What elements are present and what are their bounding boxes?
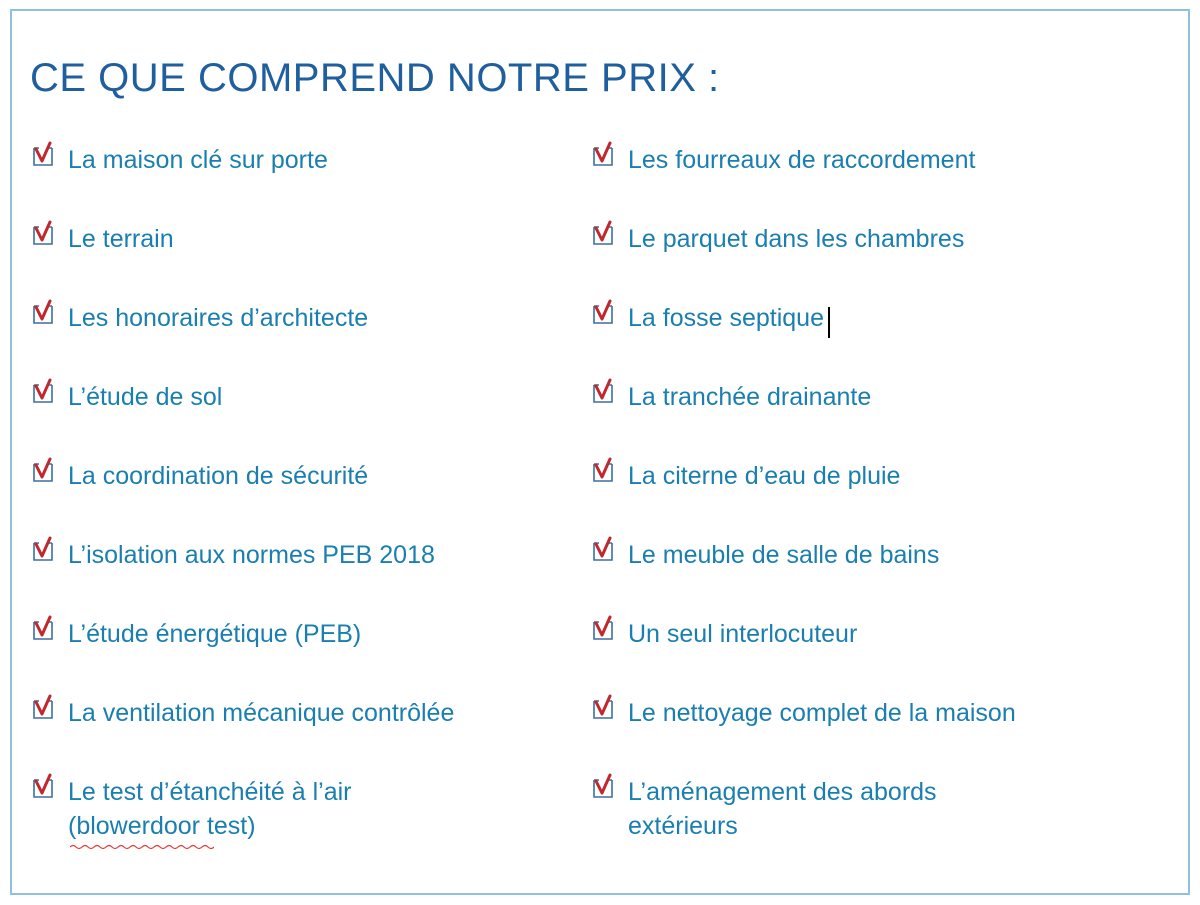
- list-item-label: Un seul interlocuteur: [628, 620, 858, 648]
- page-title: CE QUE COMPREND NOTRE PRIX :: [30, 56, 720, 100]
- checkbox-check-icon: [30, 455, 60, 485]
- checkbox-check-icon: [30, 376, 60, 406]
- list-item-le-test-d-etancheite-a-l-air-blowerdoor-: [30, 775, 352, 843]
- list-item-label: Le parquet dans les chambres: [628, 225, 965, 253]
- list-item-label: Le meuble de salle de bains: [628, 541, 940, 569]
- list-item-label: Les fourreaux de raccordement: [628, 146, 976, 174]
- checkbox-check-icon: [30, 218, 60, 248]
- list-item-un-seul-interlocuteur: [590, 617, 857, 651]
- list-item-label: La maison clé sur porte: [68, 146, 328, 174]
- list-item-label: Le terrain: [68, 225, 174, 253]
- list-item-label: L’isolation aux normes PEB 2018: [68, 541, 435, 569]
- list-item-l-etude-de-sol: [30, 380, 222, 414]
- checkbox-check-icon: [590, 613, 620, 643]
- list-item-le-parquet-dans-les-chambres: [590, 222, 964, 256]
- text-cursor: [828, 307, 830, 338]
- checkbox-check-icon: [590, 455, 620, 485]
- checkbox-check-icon: [30, 771, 60, 801]
- checkbox-check-icon: [30, 139, 60, 169]
- checkbox-check-icon: [590, 771, 620, 801]
- checkbox-check-icon: [590, 297, 620, 327]
- list-item-label: L’étude énergétique (PEB): [68, 620, 362, 648]
- list-item-le-terrain: [30, 222, 174, 256]
- list-item-label: La coordination de sécurité: [68, 462, 369, 490]
- list-item-le-nettoyage-complet-de-la-maison: [590, 696, 1016, 730]
- list-item-la-citerne-d-eau-de-pluie: [590, 459, 900, 493]
- checkbox-check-icon: [590, 692, 620, 722]
- checkbox-check-icon: [590, 376, 620, 406]
- list-item-la-fosse-septique: [590, 301, 824, 335]
- list-item-label: La tranchée drainante: [628, 383, 872, 411]
- list-item-label: Le nettoyage complet de la maison: [628, 699, 1016, 727]
- checkbox-check-icon: [590, 218, 620, 248]
- checkbox-check-icon: [30, 297, 60, 327]
- list-item-label: La ventilation mécanique contrôlée: [68, 699, 455, 727]
- list-item-label: Le test d’étanchéité à l’air (blowerdoor test): [68, 778, 352, 840]
- list-item-la-ventilation-mecanique-controlee: [30, 696, 454, 730]
- document-frame: [10, 9, 1190, 895]
- checkbox-check-icon: [590, 534, 620, 564]
- list-item-l-isolation-aux-normes-peb-2018: [30, 538, 435, 572]
- list-item-les-honoraires-d-architecte: [30, 301, 368, 335]
- checkbox-check-icon: [590, 139, 620, 169]
- list-item-le-meuble-de-salle-de-bains: [590, 538, 939, 572]
- list-item-label: Les honoraires d’architecte: [68, 304, 369, 332]
- checkbox-check-icon: [30, 613, 60, 643]
- list-item-la-coordination-de-securite: [30, 459, 368, 493]
- list-item-l-etude-energetique-peb: [30, 617, 361, 651]
- list-item-label: La fosse septique: [628, 304, 824, 332]
- list-item-label: La citerne d’eau de pluie: [628, 462, 901, 490]
- list-item-les-fourreaux-de-raccordement: [590, 143, 975, 177]
- checkbox-check-icon: [30, 534, 60, 564]
- list-item-l-amenagement-des-abords-exterieurs: [590, 775, 937, 843]
- list-item-la-tranchee-drainante: [590, 380, 871, 414]
- spellcheck-underline: [70, 844, 214, 850]
- list-item-la-maison-cle-sur-porte: [30, 143, 328, 177]
- list-item-label: L’aménagement des abords extérieurs: [628, 778, 937, 840]
- checkbox-check-icon: [30, 692, 60, 722]
- list-item-label: L’étude de sol: [68, 383, 223, 411]
